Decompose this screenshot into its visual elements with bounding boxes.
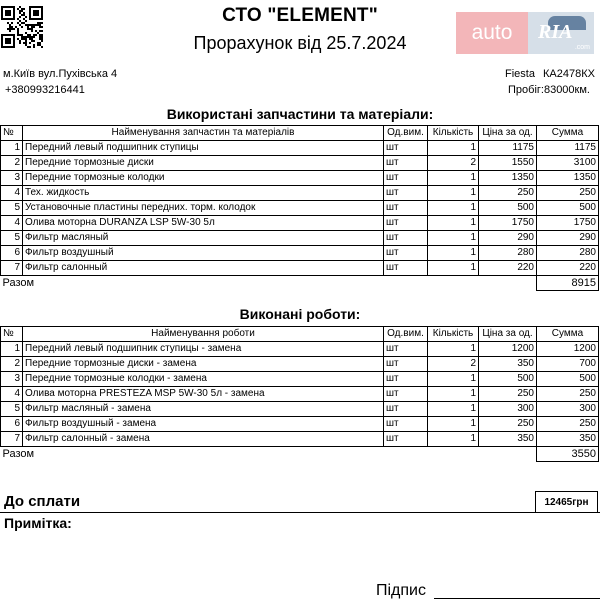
parts-row bbox=[1, 171, 599, 186]
works-header-cell: № bbox=[1, 327, 23, 342]
works-cell: 500 bbox=[479, 372, 537, 387]
parts-cell: 5 bbox=[1, 231, 23, 246]
works-cell: 500 bbox=[537, 372, 599, 387]
works-cell: 250 bbox=[537, 387, 599, 402]
parts-row bbox=[1, 186, 599, 201]
works-cell: Фильтр воздушный - замена bbox=[23, 417, 384, 432]
works-cell: шт bbox=[384, 357, 428, 372]
parts-cell: Фильтр воздушный bbox=[23, 246, 384, 261]
works-cell: Передний левый подшипник ступицы - замена bbox=[23, 342, 384, 357]
works-cell: Передние тормозные диски - замена bbox=[23, 357, 384, 372]
parts-cell: 3 bbox=[1, 171, 23, 186]
works-cell: 1 bbox=[428, 417, 479, 432]
parts-cell: шт bbox=[384, 246, 428, 261]
works-cell: 7 bbox=[1, 432, 23, 447]
document-title: СТО "ELEMENT" bbox=[222, 5, 378, 26]
parts-header-cell: Сумма bbox=[537, 126, 599, 141]
parts-cell: 1 bbox=[428, 231, 479, 246]
parts-cell: 220 bbox=[537, 261, 599, 276]
parts-header-cell: Кількість bbox=[428, 126, 479, 141]
parts-cell: 1 bbox=[428, 201, 479, 216]
logo-ria-block bbox=[528, 12, 594, 54]
works-cell: шт bbox=[384, 372, 428, 387]
parts-cell: 1350 bbox=[537, 171, 599, 186]
parts-cell: 1750 bbox=[537, 216, 599, 231]
works-cell: 1 bbox=[428, 342, 479, 357]
parts-cell: Передние тормозные колодки bbox=[23, 171, 384, 186]
parts-cell: 1 bbox=[428, 186, 479, 201]
works-row bbox=[1, 372, 599, 387]
parts-cell: 1175 bbox=[537, 141, 599, 156]
signature-line bbox=[434, 598, 600, 599]
parts-cell: шт bbox=[384, 261, 428, 276]
car-plate: КА2478КХ bbox=[543, 68, 595, 80]
parts-cell: шт bbox=[384, 171, 428, 186]
note-label: Примітка: bbox=[4, 515, 72, 531]
parts-total-row bbox=[1, 276, 599, 291]
parts-cell: шт bbox=[384, 141, 428, 156]
parts-cell: 1 bbox=[428, 216, 479, 231]
parts-cell: 290 bbox=[537, 231, 599, 246]
works-cell: 1200 bbox=[537, 342, 599, 357]
client-address: м.Київ вул.Пухівська 4 bbox=[3, 68, 118, 80]
works-cell: шт bbox=[384, 432, 428, 447]
works-cell: 300 bbox=[479, 402, 537, 417]
logo-suffix: .com bbox=[574, 44, 590, 51]
parts-cell: 500 bbox=[479, 201, 537, 216]
works-cell: Олива моторна PRESTEZA MSP 5W-30 5л - замена bbox=[23, 387, 384, 402]
works-header-cell: Од.вим. bbox=[384, 327, 428, 342]
works-cell: 1 bbox=[428, 432, 479, 447]
works-cell: 350 bbox=[537, 432, 599, 447]
signature-label: Підпис bbox=[376, 582, 426, 599]
parts-cell: 250 bbox=[537, 186, 599, 201]
works-row bbox=[1, 357, 599, 372]
works-cell: шт bbox=[384, 402, 428, 417]
works-cell: 350 bbox=[479, 432, 537, 447]
parts-cell: 1750 bbox=[479, 216, 537, 231]
parts-cell: шт bbox=[384, 231, 428, 246]
parts-cell: 2 bbox=[428, 156, 479, 171]
works-cell: шт bbox=[384, 417, 428, 432]
works-cell: 300 bbox=[537, 402, 599, 417]
works-cell: 5 bbox=[1, 402, 23, 417]
works-cell: 4 bbox=[1, 387, 23, 402]
works-row bbox=[1, 402, 599, 417]
works-cell: Передние тормозные колодки - замена bbox=[23, 372, 384, 387]
logo-ria-text: RIA bbox=[538, 21, 573, 43]
works-cell: 250 bbox=[479, 417, 537, 432]
parts-cell: шт bbox=[384, 216, 428, 231]
parts-cell: 5 bbox=[1, 201, 23, 216]
works-cell: 2 bbox=[428, 357, 479, 372]
works-cell: 3 bbox=[1, 372, 23, 387]
works-section-title: Виконані роботи: bbox=[239, 306, 361, 322]
logo-auto-text: auto bbox=[456, 12, 528, 54]
payment-divider bbox=[0, 512, 600, 513]
works-row bbox=[1, 342, 599, 357]
parts-cell: 1175 bbox=[479, 141, 537, 156]
parts-cell: 1 bbox=[428, 171, 479, 186]
parts-cell: шт bbox=[384, 201, 428, 216]
autoria-logo bbox=[456, 12, 594, 54]
parts-cell: Передний левый подшипник ступицы bbox=[23, 141, 384, 156]
parts-cell: 4 bbox=[1, 186, 23, 201]
works-cell: 350 bbox=[479, 357, 537, 372]
works-header-cell: Найменування роботи bbox=[23, 327, 384, 342]
works-cell: Фильтр масляный - замена bbox=[23, 402, 384, 417]
parts-header-row bbox=[1, 126, 599, 141]
parts-cell: 3100 bbox=[537, 156, 599, 171]
works-header-cell: Ціна за од. bbox=[479, 327, 537, 342]
parts-cell: 1550 bbox=[479, 156, 537, 171]
parts-row bbox=[1, 216, 599, 231]
parts-row bbox=[1, 201, 599, 216]
parts-cell: 7 bbox=[1, 261, 23, 276]
works-cell: 250 bbox=[479, 387, 537, 402]
parts-row bbox=[1, 261, 599, 276]
document-subtitle: Прорахунок від 25.7.2024 bbox=[193, 33, 407, 53]
parts-cell: 250 bbox=[479, 186, 537, 201]
parts-header-cell: Найменування запчастин та матеріалів bbox=[23, 126, 384, 141]
works-header-cell: Кількість bbox=[428, 327, 479, 342]
works-total-label: Разом bbox=[1, 447, 537, 462]
parts-cell: 290 bbox=[479, 231, 537, 246]
parts-cell: 280 bbox=[479, 246, 537, 261]
works-header-row bbox=[1, 327, 599, 342]
works-cell: 1 bbox=[428, 372, 479, 387]
parts-cell: Фильтр салонный bbox=[23, 261, 384, 276]
parts-header-cell: № bbox=[1, 126, 23, 141]
payment-label: До сплати bbox=[4, 493, 81, 510]
parts-table bbox=[0, 125, 599, 291]
works-cell: шт bbox=[384, 387, 428, 402]
works-table bbox=[0, 326, 599, 462]
parts-cell: 1 bbox=[428, 261, 479, 276]
parts-cell: шт bbox=[384, 156, 428, 171]
works-cell: 1 bbox=[1, 342, 23, 357]
parts-cell: Фильтр масляный bbox=[23, 231, 384, 246]
works-row bbox=[1, 387, 599, 402]
parts-cell: 1350 bbox=[479, 171, 537, 186]
parts-cell: 280 bbox=[537, 246, 599, 261]
client-phone: +380993216441 bbox=[5, 84, 85, 96]
parts-header-cell: Од.вим. bbox=[384, 126, 428, 141]
parts-row bbox=[1, 141, 599, 156]
car-model: Fiesta bbox=[505, 68, 535, 80]
parts-cell: Олива моторна DURANZA LSP 5W-30 5л bbox=[23, 216, 384, 231]
parts-cell: 220 bbox=[479, 261, 537, 276]
parts-cell: 500 bbox=[537, 201, 599, 216]
works-total-value: 3550 bbox=[537, 447, 599, 462]
parts-row bbox=[1, 231, 599, 246]
parts-total-label: Разом bbox=[1, 276, 537, 291]
parts-cell: 1 bbox=[1, 141, 23, 156]
works-cell: 1200 bbox=[479, 342, 537, 357]
works-cell: Фильтр салонный - замена bbox=[23, 432, 384, 447]
works-cell: 700 bbox=[537, 357, 599, 372]
works-row bbox=[1, 417, 599, 432]
works-cell: 1 bbox=[428, 387, 479, 402]
parts-cell: 2 bbox=[1, 156, 23, 171]
car-mileage: Пробіг:83000км. bbox=[508, 84, 590, 96]
parts-cell: шт bbox=[384, 186, 428, 201]
parts-cell: Тех. жидкость bbox=[23, 186, 384, 201]
payment-amount: 12465грн bbox=[535, 491, 598, 513]
parts-total-value: 8915 bbox=[537, 276, 599, 291]
parts-cell: 4 bbox=[1, 216, 23, 231]
parts-cell: 6 bbox=[1, 246, 23, 261]
works-cell: 1 bbox=[428, 402, 479, 417]
works-row bbox=[1, 432, 599, 447]
works-cell: шт bbox=[384, 342, 428, 357]
parts-cell: Установочные пластины передних. торм. колодок bbox=[23, 201, 384, 216]
parts-cell: 1 bbox=[428, 141, 479, 156]
works-header-cell: Сумма bbox=[537, 327, 599, 342]
works-total-row bbox=[1, 447, 599, 462]
parts-cell: 1 bbox=[428, 246, 479, 261]
parts-section-title: Використані запчастини та матеріали: bbox=[166, 106, 434, 122]
works-cell: 250 bbox=[537, 417, 599, 432]
parts-cell: Передние тормозные диски bbox=[23, 156, 384, 171]
parts-row bbox=[1, 246, 599, 261]
parts-row bbox=[1, 156, 599, 171]
works-cell: 6 bbox=[1, 417, 23, 432]
works-cell: 2 bbox=[1, 357, 23, 372]
parts-header-cell: Ціна за од. bbox=[479, 126, 537, 141]
